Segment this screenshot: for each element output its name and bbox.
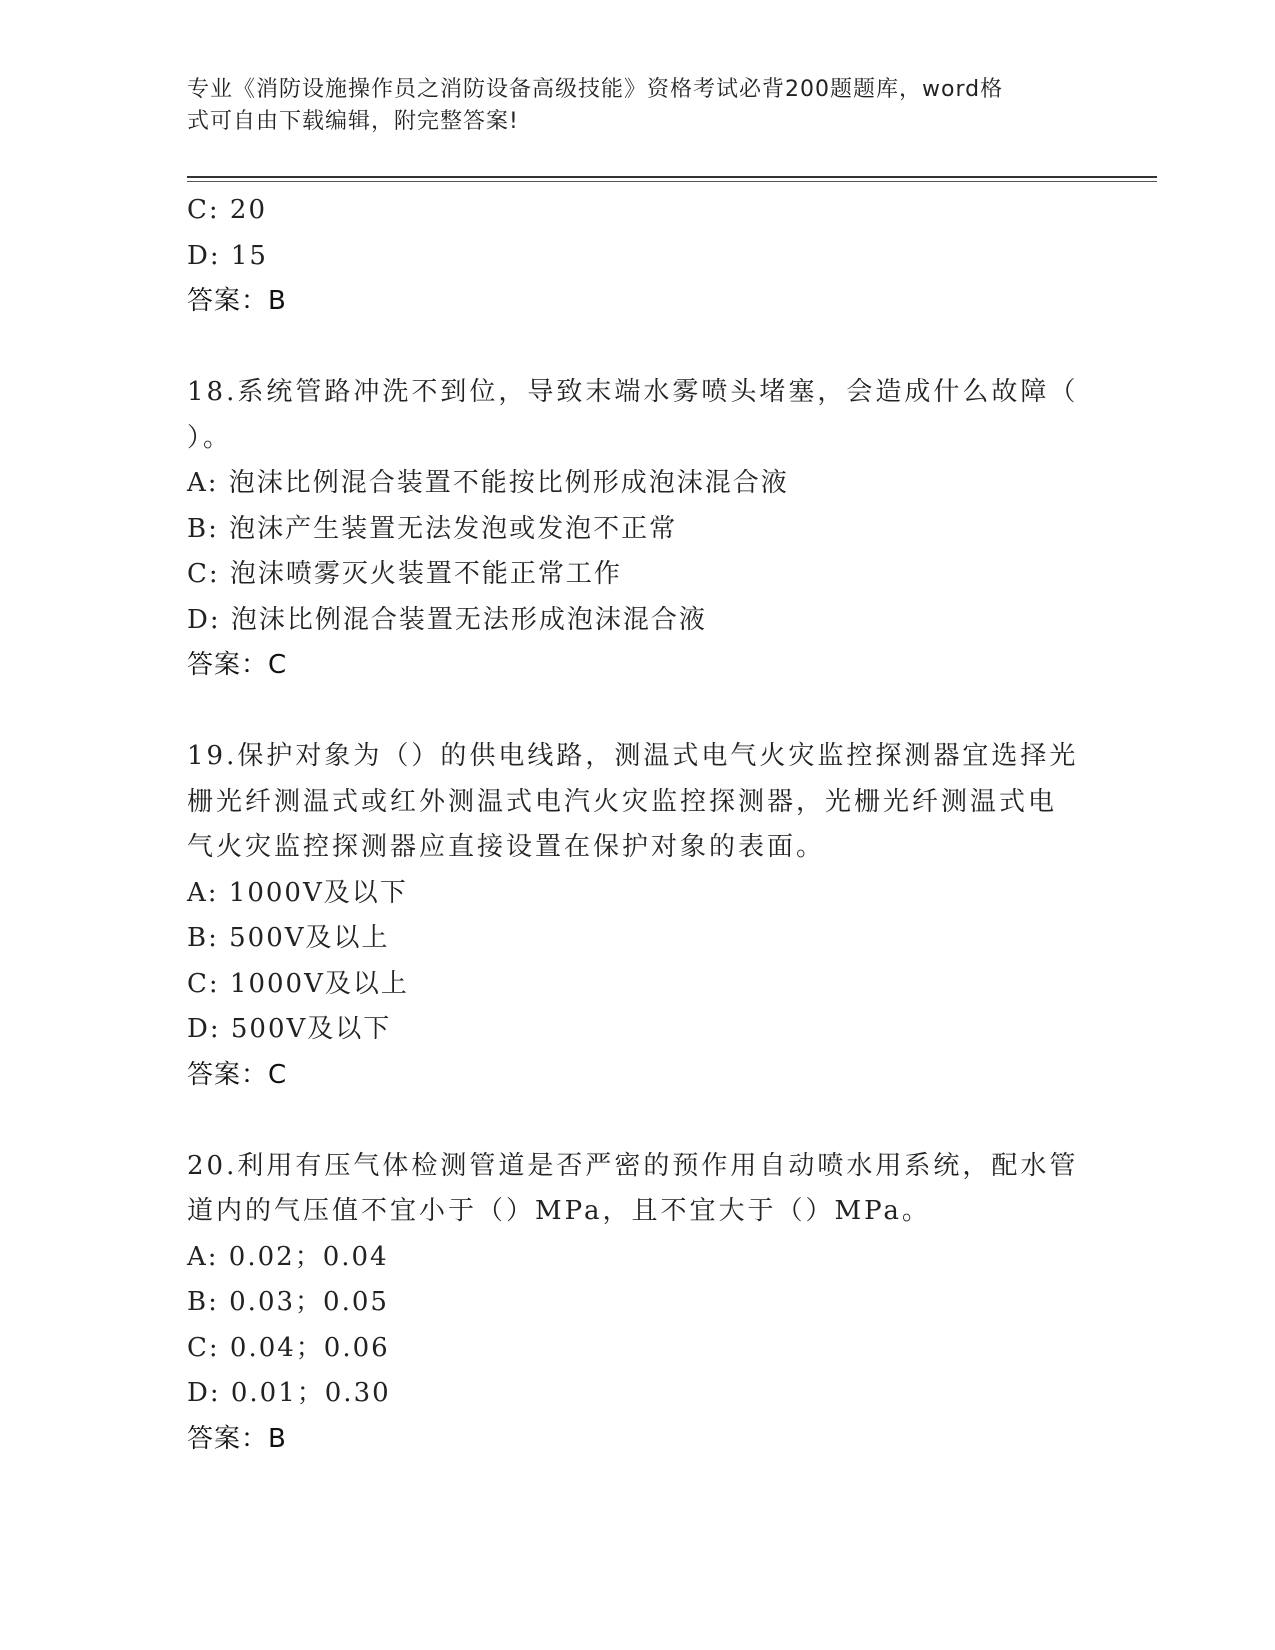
header-rule-thick	[187, 176, 1157, 178]
spacer	[187, 1098, 1087, 1144]
question-text: 栅光纤测温式或红外测温式电汽火灾监控探测器，光栅光纤测温式电	[187, 786, 1058, 817]
header-rule-thin	[187, 181, 1157, 182]
document-body	[187, 188, 1087, 1462]
option-b: B: 500V及以上	[187, 923, 390, 953]
question-text: ）。	[187, 422, 233, 453]
option-d: D: 15	[187, 240, 268, 271]
option-a: A: 泡沫比例混合装置不能按比例形成泡沫混合液	[187, 468, 789, 498]
question-text: 18.系统管路冲洗不到位，导致末端水雾喷头堵塞，会造成什么故障（	[187, 377, 1079, 407]
header-line-2: 式可自由下载编辑，附完整答案!	[187, 109, 519, 134]
option-c: C: 20	[187, 195, 268, 225]
option-c: C: 1000V及以上	[187, 968, 409, 999]
question-text: 19.保护对象为（）的供电线路，测温式电气火灾监控探测器宜选择光	[187, 741, 1079, 771]
question-text: 道内的气压值不宜小于（）MPa，且不宜大于（）MPa。	[187, 1196, 931, 1226]
header-line-1: 专业《消防设施操作员之消防设备高级技能》资格考试必背200题题库，word格	[187, 77, 1004, 102]
question-text: 20.利用有压气体检测管道是否严密的预作用自动喷水用系统，配水管	[187, 1150, 1079, 1181]
spacer	[187, 689, 1087, 735]
spacer	[187, 325, 1087, 371]
option-a: A: 1000V及以下	[187, 877, 408, 908]
option-c: C: 0.04；0.06	[187, 1332, 390, 1363]
page-header	[187, 74, 1067, 138]
option-b: B: 0.03；0.05	[187, 1287, 389, 1317]
option-c: C: 泡沫喷雾灭火装置不能正常工作	[187, 559, 622, 589]
option-a: A: 0.02；0.04	[187, 1241, 389, 1272]
option-b: B: 泡沫产生装置无法发泡或发泡不正常	[187, 513, 678, 544]
question-text: 气火灾监控探测器应直接设置在保护对象的表面。	[187, 832, 826, 862]
answer-label: 答案：C	[187, 650, 288, 680]
option-d: D: 泡沫比例混合装置无法形成泡沫混合液	[187, 604, 707, 635]
answer-label: 答案：B	[187, 1423, 287, 1454]
option-d: D: 500V及以下	[187, 1014, 392, 1044]
option-d: D: 0.01；0.30	[187, 1378, 391, 1408]
answer-label: 答案：C	[187, 1059, 288, 1090]
answer-label: 答案：B	[187, 286, 287, 316]
